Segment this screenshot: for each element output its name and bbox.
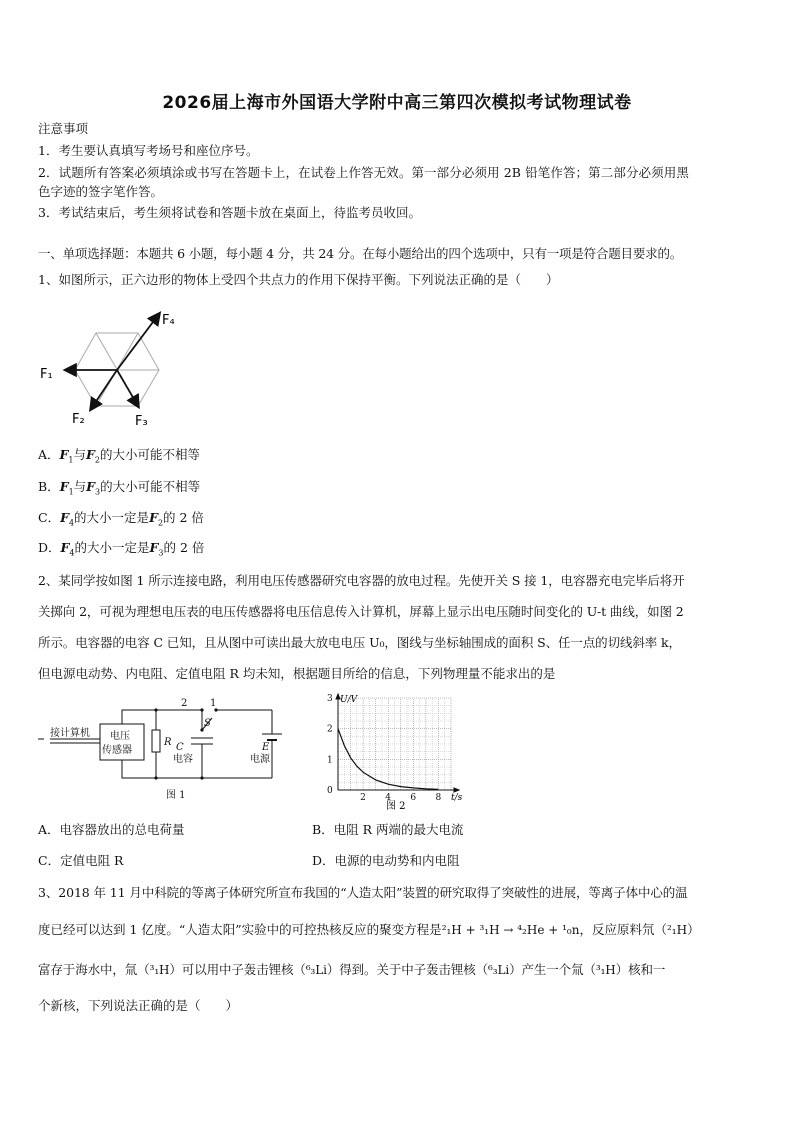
svg-text:C: C (176, 742, 184, 753)
y-tick-label: 1 (327, 755, 333, 766)
q2-stem-line: 所示。电容器的电容 C 已知，且从图中可读出最大放电电压 U₀，图线与坐标轴围成的面积 S、任一点的切线斜率 k， (38, 635, 681, 650)
chart-grid (338, 698, 451, 790)
q1-option-d: D．$F_4$的大小一定是$F_3$的 2 倍 (38, 540, 205, 558)
notice-item: 1．考生要认真填写考场号和座位序号。 (38, 143, 259, 158)
notice-item: 色字迹的签字笔作答。 (38, 184, 164, 199)
force-f2-arrow (91, 370, 117, 409)
label-f1: F₁ (40, 367, 53, 382)
svg-text:E: E (262, 742, 270, 753)
q2-stem-line: 关掷向 2，可视为理想电压表的电压传感器将电压信息传入计算机，屏幕上显示出电压随时间变化的 U-t 曲线，如图 2 (38, 604, 684, 619)
svg-text:电源: 电源 (250, 754, 270, 765)
svg-text:接计算机: 接计算机 (50, 728, 90, 739)
fusion-equation: ²₁H + ³₁H → ⁴₂He + ¹₀n (441, 923, 580, 937)
svg-text:2: 2 (181, 698, 188, 709)
q2-option-c: C．定值电阻 R (38, 853, 124, 868)
label-f2: F₂ (72, 412, 85, 427)
x-axis-label: t/s (451, 793, 463, 803)
svg-text:电压: 电压 (110, 731, 130, 742)
notice-item: 3．考试结束后，考生须将试卷和答题卡放在桌面上，待监考员收回。 (38, 205, 421, 220)
section-heading: 一、单项选择题：本题共 6 小题，每小题 4 分，共 24 分。在每小题给出的四个选项中，只有一项是符合题目要求的。 (38, 246, 683, 261)
page-title: 2026届上海市外国语大学附中高三第四次模拟考试物理试卷 (162, 93, 632, 113)
y-tick-label: 3 (327, 694, 333, 704)
y-axis-label: U/V (340, 695, 358, 705)
q2-stem-line: 2、某同学按如图 1 所示连接电路，利用电压传感器研究电容器的放电过程。先使开关 S 接 1，电容器充电完毕后将开 (38, 573, 685, 588)
q2-circuit-figure (36, 694, 282, 804)
y-tick-label: 0 (327, 786, 333, 796)
force-f3-arrow (117, 370, 138, 406)
q1-stem: 1、如图所示，正六边形的物体上受四个共点力的作用下保持平衡。下列说法正确的是（ ） (38, 272, 559, 287)
q2-option-d: D．电源的电动势和内电阻 (312, 853, 460, 868)
label-f3: F₃ (135, 414, 148, 429)
q1-hexagon-figure (38, 306, 188, 430)
resistor-r (152, 730, 160, 752)
x-tick-label: 2 (360, 793, 366, 803)
q3-stem-line: 3、2018 年 11 月中科院的等离子体研究所宣布我国的“人造太阳”装置的研究取得了突破性的进展，等离子体中心的温 (38, 885, 688, 900)
svg-text:传感器: 传感器 (102, 745, 132, 756)
label-f4: F₄ (162, 313, 175, 328)
x-tick-label: 4 (385, 793, 391, 803)
q2-option-b: B．电阻 R 两端的最大电流 (312, 822, 464, 837)
q1-option-a: A．$F_1$与$F_2$的大小可能不相等 (38, 447, 200, 465)
q2-ut-chart (316, 692, 464, 812)
svg-text:S: S (204, 718, 211, 729)
x-tick-label: 6 (410, 793, 417, 803)
svg-text:电容: 电容 (173, 754, 193, 765)
q1-option-c: C．$F_4$的大小一定是$F_2$的 2 倍 (38, 510, 204, 528)
q2-stem-line: 但电源电动势、内电阻、定值电阻 R 均未知，根据题目所给的信息，下列物理量不能求出的是 (38, 666, 556, 681)
svg-text:1: 1 (210, 698, 217, 709)
notice-heading: 注意事项 (38, 121, 89, 136)
fig2-caption: 图 2 (386, 801, 406, 812)
svg-text:图 1: 图 1 (166, 790, 186, 801)
q3-stem-line: 度已经可以达到 1 亿度。“人造太阳”实验中的可控热核反应的聚变方程是²₁H + ³₁H → ⁴₂He + ¹₀n，反应原料氘（²₁H） (38, 922, 700, 937)
y-tick-label: 2 (327, 724, 333, 735)
q2-option-a: A．电容器放出的总电荷量 (38, 822, 185, 837)
chart-axes (336, 694, 459, 792)
q1-option-b: B．$F_1$与$F_3$的大小可能不相等 (38, 479, 201, 497)
q3-stem-line: 个新核，下列说法正确的是（ ） (38, 998, 239, 1013)
force-f4-arrow (117, 314, 159, 370)
q3-stem-line: 富存于海水中，氚（³₁H）可以用中子轰击锂核（⁶₃Li）得到。关于中子轰击锂核（⁶₃Li）产生一个氚（³₁H）核和一 (38, 962, 666, 977)
x-tick-label: 8 (435, 793, 442, 803)
svg-text:R: R (164, 737, 172, 748)
notice-item: 2．试题所有答案必须填涂或书写在答题卡上，在试卷上作答无效。第一部分必须用 2B 铅笔作答；第二部分必须用黑 (38, 165, 689, 180)
